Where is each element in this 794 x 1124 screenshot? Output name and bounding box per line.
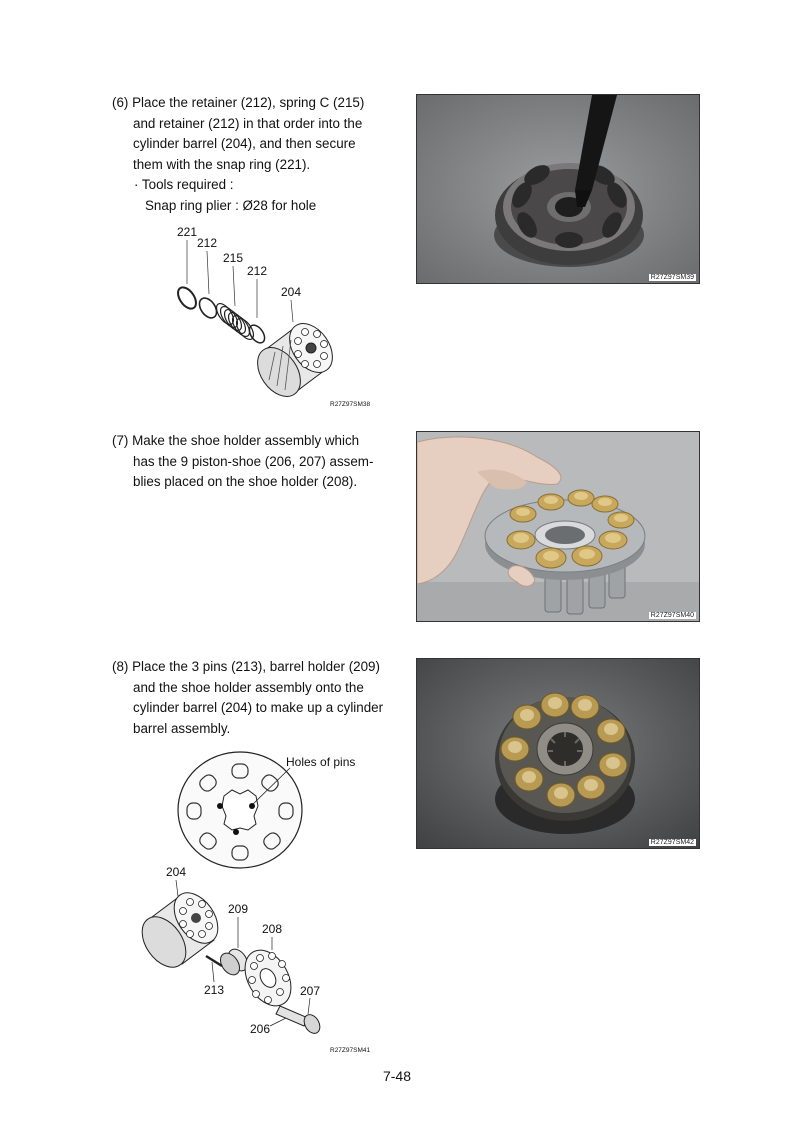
step-7-line-1: (7) Make the shoe holder assembly which (112, 433, 360, 448)
step-6-line-3: cylinder barrel (204), and then secure (133, 136, 356, 151)
step-8-text (112, 657, 382, 739)
step-6-exploded-diagram (165, 222, 385, 412)
label-209: 209 (228, 902, 249, 916)
step-7-line-2: has the 9 piston-shoe (206, 207) assem- (133, 453, 374, 469)
step-6-photo (416, 94, 700, 284)
step-7-photo-code: R27Z97SM40 (650, 612, 694, 619)
step-6-line-1: (6) Place the retainer (212), spring C (215) (112, 95, 365, 110)
step-8-line-3: cylinder barrel (204) to make up a cylinder (133, 700, 384, 715)
step-7-photo (416, 431, 700, 622)
step-6-line-4: them with the snap ring (221). (133, 156, 311, 172)
step-8-line-2: and the shoe holder assembly onto the (133, 679, 364, 695)
step-6-diagram-code: R27Z97SM38 (330, 401, 371, 408)
label-212-b: 212 (247, 264, 268, 278)
step-6-photo-code: R27Z97SM39 (650, 274, 694, 281)
step-8-exploded-diagram (140, 750, 390, 1060)
label-215: 215 (223, 251, 244, 265)
label-207: 207 (300, 984, 321, 998)
step-6-tools-heading: · Tools required : (134, 177, 234, 192)
label-204: 204 (281, 285, 302, 299)
label-208: 208 (262, 922, 283, 936)
step-8-photo-code: R27Z97SM42 (650, 839, 694, 846)
label-holes-of-pins: Holes of pins (286, 755, 356, 769)
label-204: 204 (166, 865, 187, 879)
step-8-photo (416, 658, 700, 849)
step-6-text (112, 93, 382, 216)
step-8-diagram-code: R27Z97SM41 (330, 1047, 371, 1054)
step-7-line-3: blies placed on the shoe holder (208). (133, 474, 358, 489)
step-6-tools-item: Snap ring plier : Ø28 for hole (145, 197, 317, 213)
page-number: 7-48 (382, 1068, 412, 1084)
step-8-line-4: barrel assembly. (133, 720, 231, 736)
label-206: 206 (250, 1022, 271, 1036)
label-212-a: 212 (197, 236, 218, 250)
step-6-line-2: and retainer (212) in that order into the (133, 115, 363, 131)
step-8-line-1: (8) Place the 3 pins (213), barrel holder (209) (112, 659, 380, 674)
label-213: 213 (204, 983, 225, 997)
step-7-text (112, 431, 382, 493)
label-221: 221 (177, 225, 198, 239)
